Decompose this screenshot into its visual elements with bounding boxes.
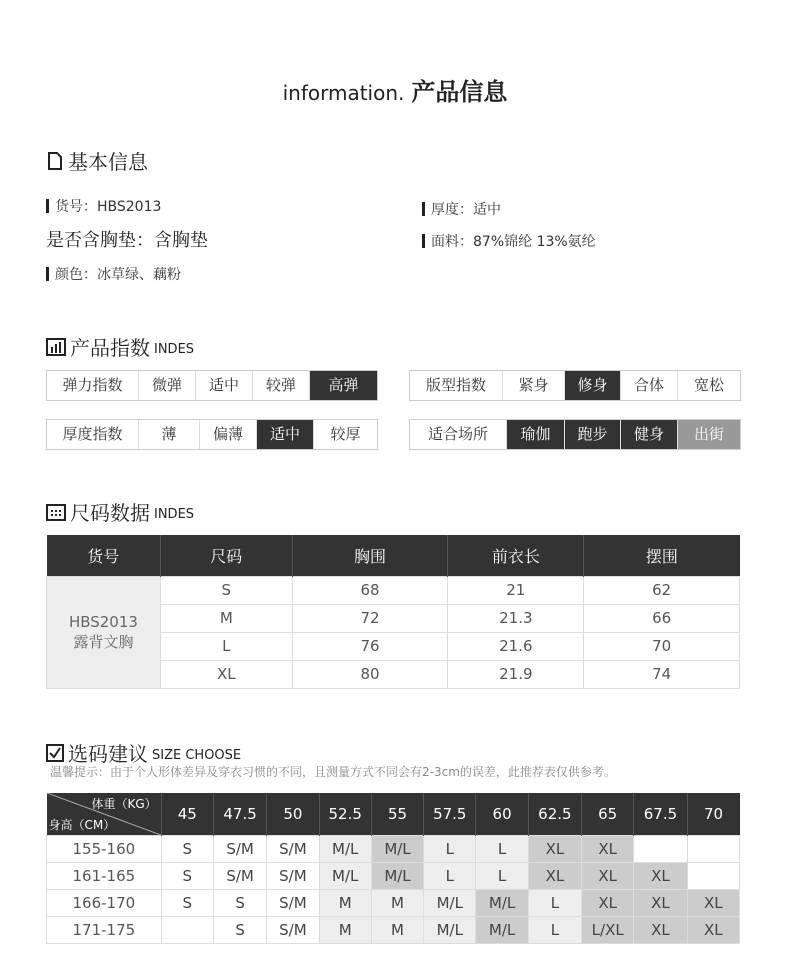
size-cell bbox=[161, 916, 213, 943]
thick-opt-2: 适中 bbox=[257, 420, 314, 449]
size-cell: L bbox=[476, 862, 528, 889]
title-cn: 产品信息 bbox=[411, 78, 508, 106]
cell: 80 bbox=[292, 660, 448, 688]
size-cell: S bbox=[161, 862, 213, 889]
size-cell: S bbox=[213, 916, 266, 943]
fit-opt-0: 紧身 bbox=[503, 371, 565, 400]
size-header-size: 尺码 bbox=[160, 535, 292, 576]
thick-opt-3: 较厚 bbox=[330, 425, 361, 443]
elastic-index-row bbox=[46, 370, 378, 401]
size-cell: S/M bbox=[213, 835, 266, 862]
info-pad: 是否含胸垫：含胸垫 bbox=[46, 230, 208, 251]
thick-index-row bbox=[46, 419, 378, 450]
size-cell: XL bbox=[582, 889, 634, 916]
size-cell: M/L bbox=[319, 862, 371, 889]
cell: 62 bbox=[584, 576, 740, 604]
cell: 68 bbox=[292, 576, 448, 604]
index-heading: 产品指数 INDES bbox=[46, 332, 194, 361]
cell: 66 bbox=[584, 604, 740, 632]
info-item-no: 货号：HBS2013 bbox=[46, 196, 161, 216]
weight-header: 70 bbox=[687, 793, 739, 835]
size-cell: S bbox=[213, 889, 266, 916]
choose-table-header bbox=[47, 793, 740, 835]
size-cell: L bbox=[528, 916, 581, 943]
elastic-opt-0: 微弹 bbox=[139, 371, 196, 400]
choose-corner: 体重（KG） 身高（CM） bbox=[47, 793, 162, 835]
size-cell: XL bbox=[582, 862, 634, 889]
cell: S bbox=[160, 576, 292, 604]
size-cell: S/M bbox=[267, 835, 319, 862]
size-cell bbox=[687, 862, 739, 889]
size-cell: L bbox=[476, 835, 528, 862]
size-heading: 尺码数据 INDES bbox=[46, 497, 194, 526]
occasion-opt-2: 健身 bbox=[621, 420, 678, 449]
size-cell: M bbox=[371, 889, 423, 916]
thick-opt-0: 薄 bbox=[139, 420, 200, 449]
size-cell: L bbox=[424, 835, 476, 862]
choose-heading: 选码建议 SIZE CHOOSE bbox=[46, 738, 241, 767]
occasion-index-row bbox=[409, 419, 741, 450]
size-cell: M bbox=[371, 916, 423, 943]
checkbox-icon bbox=[46, 744, 64, 762]
info-fabric: 面料：87%锦纶 13%氨纶 bbox=[422, 231, 596, 251]
fit-opt-2: 合体 bbox=[621, 371, 678, 400]
size-cell: XL bbox=[528, 835, 581, 862]
size-cell: M/L bbox=[319, 835, 371, 862]
size-cell bbox=[634, 835, 687, 862]
occasion-label: 适合场所 bbox=[410, 420, 507, 449]
title-en: information. bbox=[282, 81, 405, 105]
size-table-header bbox=[47, 535, 740, 576]
table-row bbox=[47, 862, 740, 889]
size-cell bbox=[687, 835, 739, 862]
fit-opt-1: 修身 bbox=[565, 371, 621, 400]
size-cell: M/L bbox=[371, 835, 423, 862]
height-cell: 161-165 bbox=[47, 862, 162, 889]
cell: M bbox=[160, 604, 292, 632]
size-cell: M/L bbox=[476, 889, 528, 916]
basic-heading bbox=[46, 146, 148, 175]
cell: 74 bbox=[584, 660, 740, 688]
fit-label: 版型指数 bbox=[410, 371, 503, 400]
elastic-opt-1: 适中 bbox=[196, 371, 253, 400]
elastic-opt-2: 较弹 bbox=[253, 371, 310, 400]
weight-header: 57.5 bbox=[424, 793, 476, 835]
size-cell: S/M bbox=[267, 916, 319, 943]
size-cell: XL bbox=[687, 889, 739, 916]
cell: 21.3 bbox=[448, 604, 584, 632]
weight-header: 62.5 bbox=[528, 793, 581, 835]
size-cell: XL bbox=[582, 835, 634, 862]
cell: 76 bbox=[292, 632, 448, 660]
size-cell: L bbox=[424, 862, 476, 889]
size-cell: XL bbox=[634, 916, 687, 943]
cell: 21.9 bbox=[448, 660, 584, 688]
height-cell: 155-160 bbox=[47, 835, 162, 862]
basic-heading-text: 基本信息 bbox=[68, 150, 148, 174]
size-header-chest: 胸围 bbox=[292, 535, 448, 576]
cell: XL bbox=[160, 660, 292, 688]
page-title bbox=[0, 72, 790, 107]
size-cell: XL bbox=[687, 916, 739, 943]
occasion-opt-3: 出街 bbox=[678, 420, 740, 449]
size-cell: M/L bbox=[371, 862, 423, 889]
table-row bbox=[47, 916, 740, 943]
fit-index-row bbox=[409, 370, 741, 401]
weight-header: 45 bbox=[161, 793, 213, 835]
elastic-opt-3: 高弹 bbox=[310, 371, 377, 400]
size-cell: L bbox=[528, 889, 581, 916]
size-header-code: 货号 bbox=[47, 535, 161, 576]
cell: 70 bbox=[584, 632, 740, 660]
cell: 21.6 bbox=[448, 632, 584, 660]
size-cell: S/M bbox=[267, 862, 319, 889]
size-table bbox=[46, 535, 740, 689]
height-cell: 171-175 bbox=[47, 916, 162, 943]
size-cell: XL bbox=[634, 862, 687, 889]
size-cell: XL bbox=[528, 862, 581, 889]
size-cell: M/L bbox=[424, 916, 476, 943]
table-row bbox=[47, 576, 740, 604]
occasion-opt-0: 瑜伽 bbox=[507, 420, 565, 449]
height-cell: 166-170 bbox=[47, 889, 162, 916]
info-color: 颜色：冰草绿、藕粉 bbox=[46, 264, 181, 284]
cell: L bbox=[160, 632, 292, 660]
table-row bbox=[47, 889, 740, 916]
size-header-length: 前衣长 bbox=[448, 535, 584, 576]
size-cell: M bbox=[319, 889, 371, 916]
choose-table bbox=[46, 793, 740, 944]
size-cell: S bbox=[161, 835, 213, 862]
size-cell: S/M bbox=[213, 862, 266, 889]
chart-icon bbox=[46, 338, 66, 356]
fit-opt-3: 宽松 bbox=[693, 376, 724, 394]
weight-header: 47.5 bbox=[213, 793, 266, 835]
table-row bbox=[47, 835, 740, 862]
thick-opt-1: 偏薄 bbox=[200, 420, 257, 449]
size-cell: S bbox=[161, 889, 213, 916]
size-cell: XL bbox=[634, 889, 687, 916]
calendar-icon bbox=[46, 503, 66, 521]
size-code-cell: HBS2013 露背文胸 bbox=[47, 576, 161, 688]
size-cell: M/L bbox=[424, 889, 476, 916]
document-icon bbox=[46, 152, 64, 170]
weight-header: 55 bbox=[371, 793, 423, 835]
weight-header: 60 bbox=[476, 793, 528, 835]
cell: 21 bbox=[448, 576, 584, 604]
elastic-label: 弹力指数 bbox=[47, 371, 139, 400]
occasion-opt-1: 跑步 bbox=[565, 420, 621, 449]
cell: 72 bbox=[292, 604, 448, 632]
size-cell: L/XL bbox=[582, 916, 634, 943]
size-cell: S/M bbox=[267, 889, 319, 916]
size-cell: M/L bbox=[476, 916, 528, 943]
size-header-hem: 摆围 bbox=[584, 535, 740, 576]
weight-header: 52.5 bbox=[319, 793, 371, 835]
weight-header: 67.5 bbox=[634, 793, 687, 835]
info-thickness: 厚度：适中 bbox=[422, 199, 501, 219]
choose-tip: 温馨提示：由于个人形体差异及穿衣习惯的不同，且测量方式不同会有2-3cm的误差，此推荐表仅供参考。 bbox=[50, 765, 616, 779]
weight-header: 65 bbox=[582, 793, 634, 835]
size-cell: M bbox=[319, 916, 371, 943]
thick-label: 厚度指数 bbox=[47, 420, 139, 449]
weight-header: 50 bbox=[267, 793, 319, 835]
